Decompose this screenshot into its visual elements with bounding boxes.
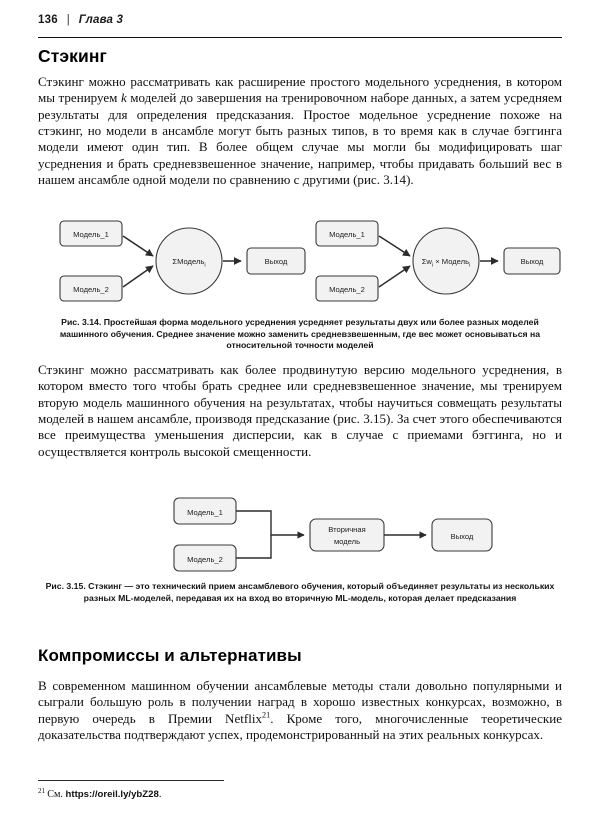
caption-number-3-15: Рис. 3.15.: [45, 581, 86, 591]
paragraph-text-cont: моделей до завершения на тренировочном наборе данных, а затем усредняем результаты для определения предсказания. Простое модельное усреднение похоже на стэкинг, но модели в ансамбле могут быть разных типов, в то время как в случае бэггинга модели имеют один тип. В более общем случае мы могли бы модифицировать шаг усреднения и брать средневзвешенное значение, например, чтобы придавать больший вес в нашем ансамбле одной модели по сравнению с другими (рис. 3.14).: [38, 90, 563, 188]
heading-stacking: Стэкинг: [38, 46, 107, 66]
edge-model2-to-aggregator: [123, 266, 153, 287]
node-secondary-model-label-line2: модель: [333, 537, 361, 546]
weighted-subscript-1: i: [431, 262, 434, 269]
figure-3-15-svg: [38, 492, 562, 576]
paragraph-text-tradeoffs: В современном машинном обучении ансамблевые методы стали довольно популярными и сыграли большую роль в получении наград в хорошо известных конкурсах, возможно, в первую очередь в Премии Netflix: [38, 678, 562, 726]
node-output-label-stacking: Выход: [450, 532, 474, 541]
running-head: [38, 14, 562, 38]
chapter-title: Глава 3: [78, 14, 124, 26]
weighted-times-text: × Модель: [433, 257, 470, 266]
edge-model1-to-aggregator: [123, 236, 153, 256]
node-output-label-weighted: Выход: [520, 257, 544, 266]
footnote-marker-21: 21: [38, 786, 46, 795]
heading-tradeoffs: Компромиссы и альтернативы: [38, 646, 302, 665]
paragraph-text-tradeoffs-cont: . Кроме того, многочисленные теоретические доказательства подтверждают успех, продемонстрированный на этих реальных конкурсах.: [38, 710, 562, 743]
edge-model2-to-weighted-aggregator: [379, 266, 410, 287]
footnote-area: [38, 780, 562, 801]
node-model-1-label-weighted: Модель_1: [329, 230, 365, 239]
paragraph-tradeoffs: [38, 678, 562, 743]
page-number: 136: [38, 14, 58, 26]
node-model-1-label: Модель_1: [73, 230, 109, 239]
node-model-1-label-stacking: Модель_1: [187, 508, 223, 517]
aggregator-subscript: i: [204, 262, 206, 269]
paragraph-stacking-intro: [38, 74, 562, 188]
footnote-reference-21[interactable]: 21: [262, 710, 271, 720]
edge-model1-to-weighted-aggregator: [379, 236, 410, 256]
diagram-weighted-averaging: [316, 221, 560, 301]
figure-3-14: [38, 212, 562, 312]
weighted-subscript-2: i: [469, 262, 471, 269]
caption-figure-3-14: [38, 317, 562, 352]
caption-number-3-14: Рис. 3.14.: [61, 317, 102, 327]
figure-3-14-svg: [38, 212, 562, 312]
weighted-sigma-text: Σw: [421, 257, 432, 266]
node-secondary-model-box: [310, 519, 384, 551]
footnote-link[interactable]: https://oreil.ly/ybZ28: [65, 789, 159, 800]
diagram-stacking: [174, 498, 492, 571]
footnote-divider: [38, 780, 224, 781]
footnote-suffix: .: [158, 789, 162, 800]
node-model-2-label: Модель_2: [73, 285, 109, 294]
figure-3-15: [38, 492, 562, 576]
node-secondary-model-label-line1: Вторичная: [328, 525, 366, 534]
header-separator: |: [66, 14, 70, 26]
node-model-2-label-weighted: Модель_2: [329, 285, 365, 294]
footnote-prefix: См.: [47, 789, 66, 800]
caption-body-3-15: Стэкинг — это технический прием ансамблевого обучения, который объединяет результаты из нескольких разных ML-моделей, передавая их на вход во вторичную ML-модель, которая делает предсказания: [83, 581, 555, 603]
footnote-entry: [38, 788, 562, 801]
edge-model1-to-secondary: [236, 511, 304, 535]
aggregator-sigma-text: ΣМодель: [172, 257, 205, 266]
caption-body-3-14: Простейшая форма модельного усреднения усредняет результаты двух или более разных моделей машинного обучения. Среднее значение можно заменить средневзвешенным, где вес может основываться на относительной точности моделей: [59, 317, 541, 351]
diagram-simple-averaging: [60, 221, 305, 301]
math-variable-k: k: [120, 90, 127, 106]
caption-figure-3-15: [38, 581, 562, 604]
node-output-label: Выход: [264, 257, 288, 266]
paragraph-text: Стэкинг можно рассматривать как расширение простого модельного усреднения, в котором мы тренируем: [38, 74, 562, 106]
edge-model2-to-junction: [236, 535, 271, 558]
paragraph-stacking-detail: Стэкинг можно рассматривать как более продвинутую версию модельного усреднения, в котором вместо того чтобы брать среднее или средневзвешенное значение, мы тренируем вторую модель машинного обучения на результатах, чтобы научиться совмещать результаты моделей в нашем ансамбле, производя предсказание (рис. 3.15). За счет этого обеспечиваются все преимущества уменьшения дисперсии, как в случае с приемами бэггинга, но и осуществляется контроль высокой смещенности.: [38, 362, 562, 459]
node-model-2-label-stacking: Модель_2: [187, 555, 223, 564]
